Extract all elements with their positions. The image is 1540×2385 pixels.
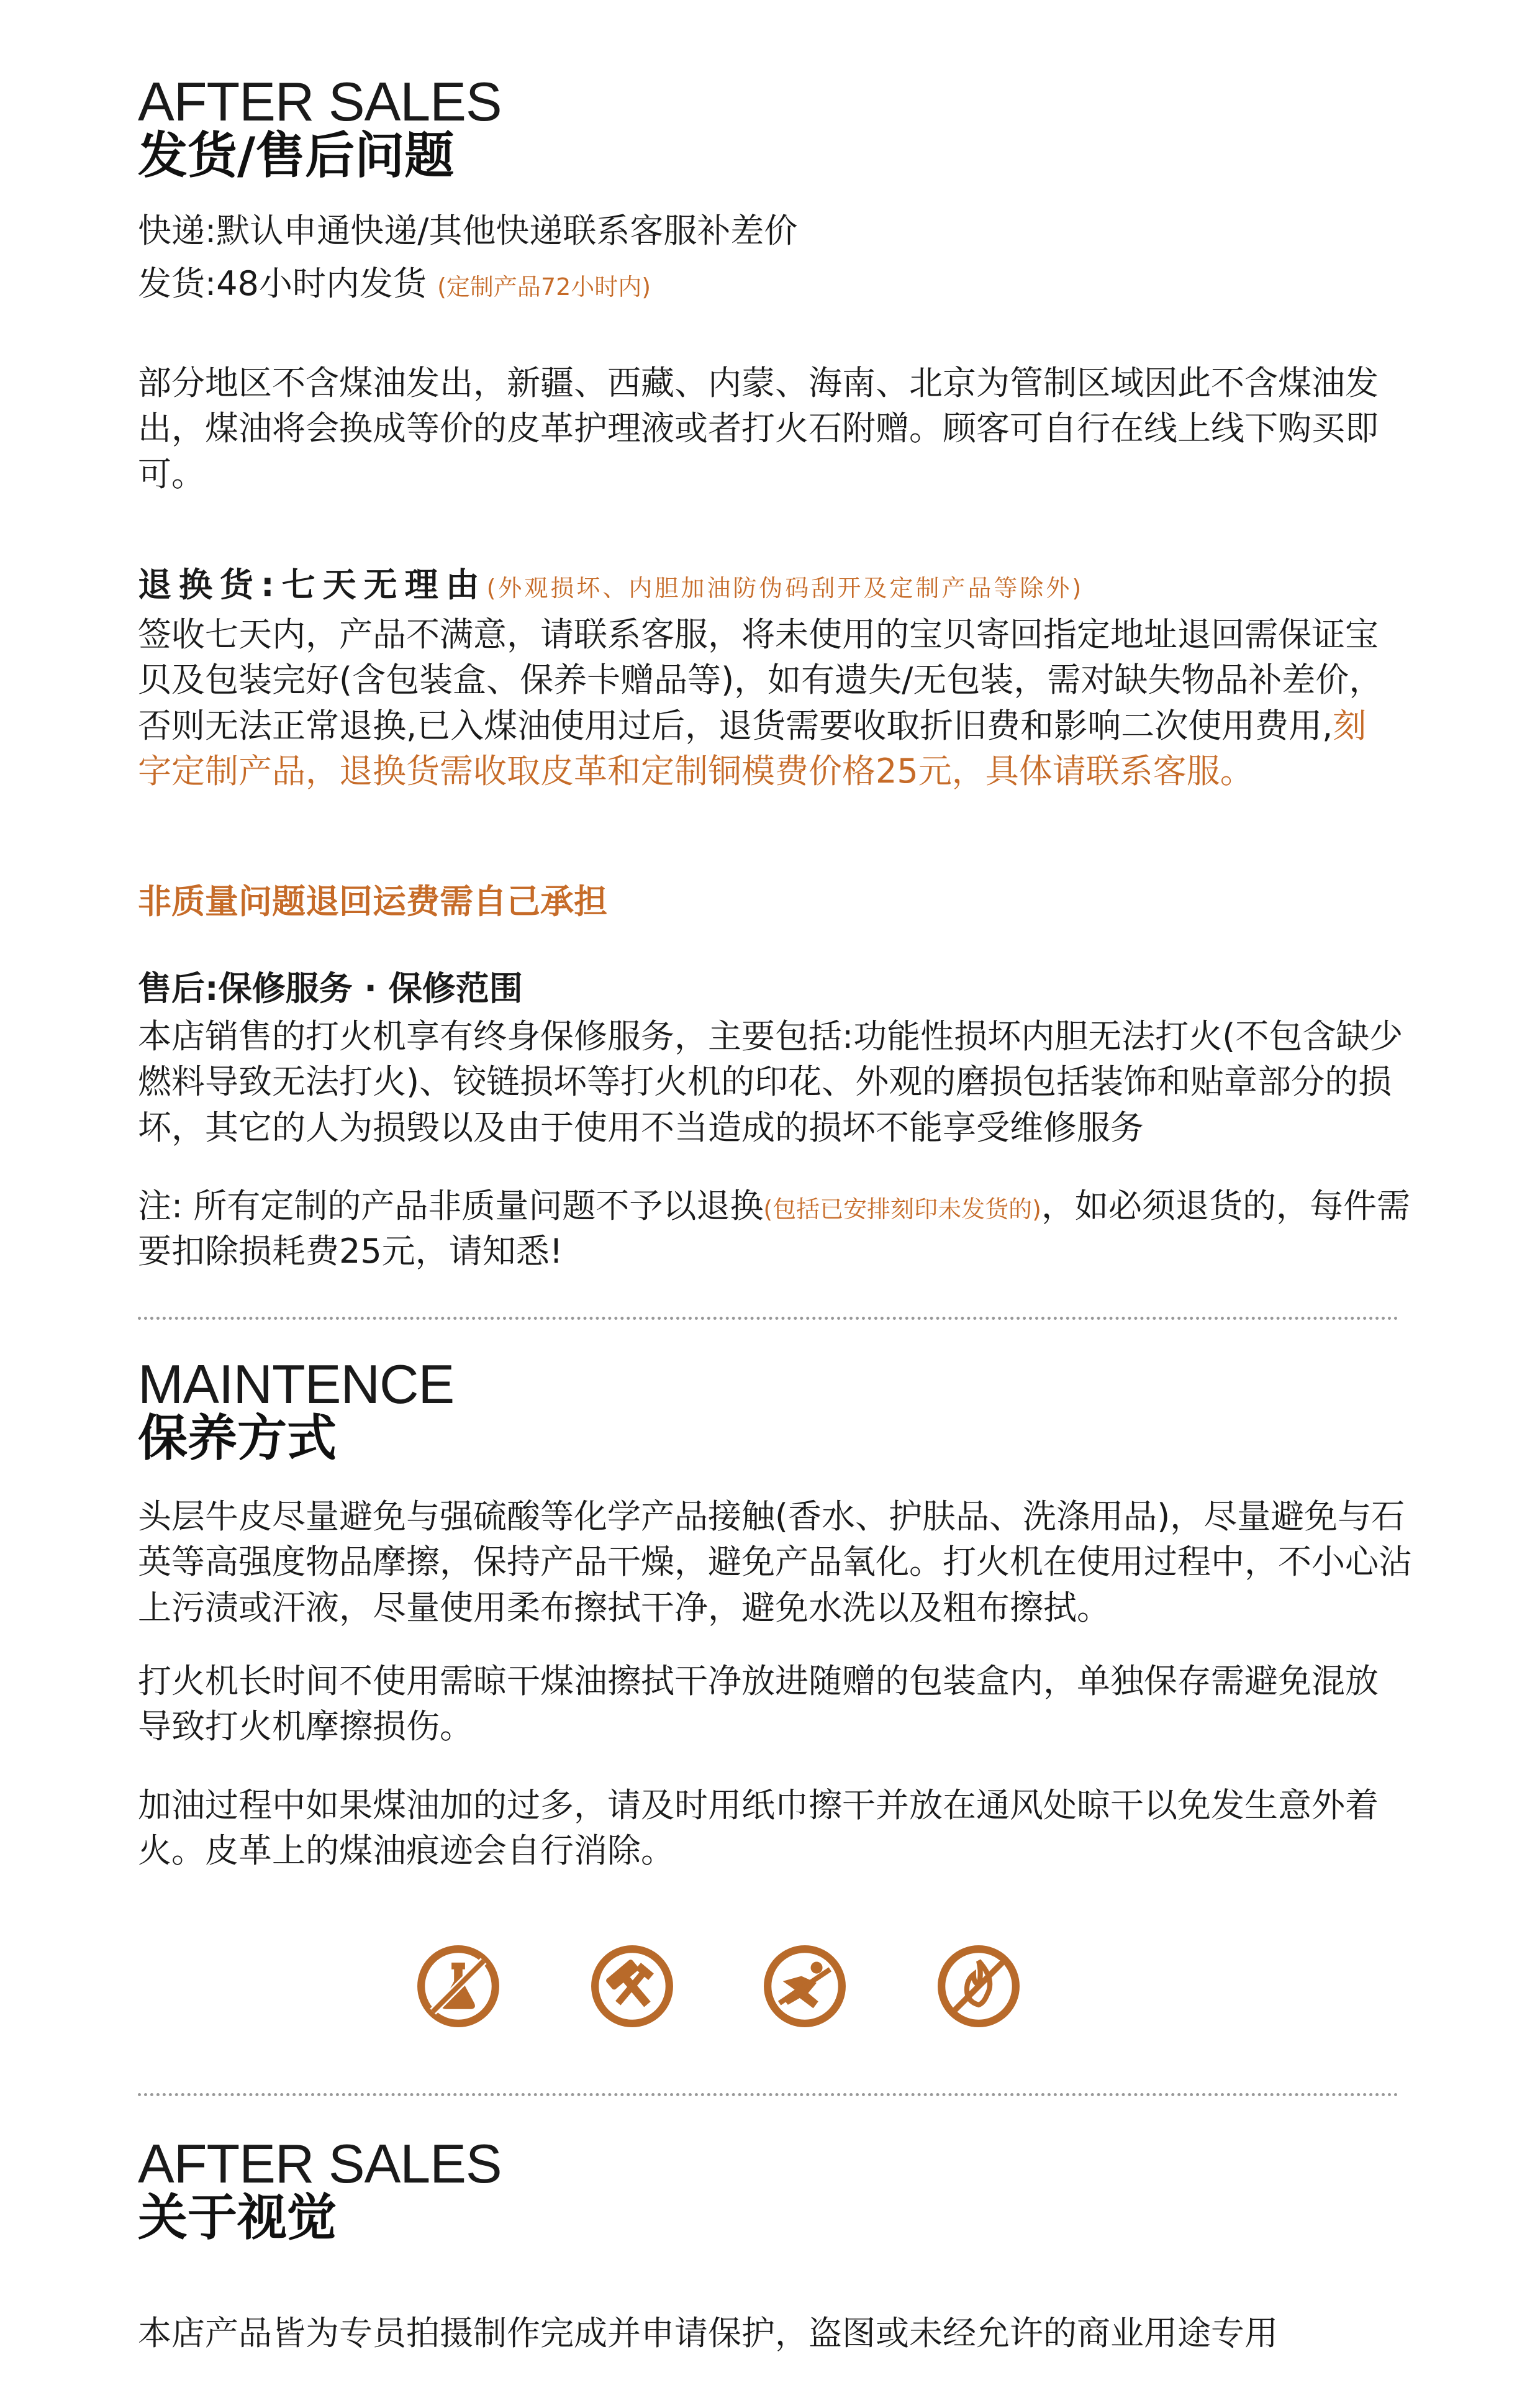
return-policy-highlight: 刻字定制产品，退换货需收取皮革和定制铜模费价格25元，具体请联系客服。	[138, 706, 1367, 791]
no-hammer-icon	[590, 1944, 674, 2028]
non-quality-notice: 非质量问题退回运费需自己承担	[138, 882, 607, 921]
no-fire-icon	[936, 1944, 1021, 2028]
note-text-b: ，如必须退货的，每件需要扣除损耗费25元，请知悉!	[138, 1186, 1411, 1271]
maintenance-paragraph: 加油过程中如果煤油加的过多，请及时用纸巾擦干并放在通风处晾干以免发生意外着火。皮革上的煤油痕迹会自行消除。	[138, 1786, 1379, 1871]
warranty-heading: 售后:保修服务 · 保修范围	[138, 969, 523, 1008]
section-zh-title: 保养方式	[138, 1409, 337, 1467]
note-small: (包括已安排刻印未发货的)	[763, 1196, 1042, 1223]
warranty-body: 本店销售的打火机享有终身保修服务，主要包括:功能性损坏内胆无法打火(不包含缺少燃料导致无法打火)、铰链损坏等打火机的印花、外观的磨损包括装饰和贴章部分的损坏，其它的人为损毁以及由于使用不当造成的损坏不能享受维修服务	[138, 1017, 1403, 1147]
section-en-title: MAINTENCE	[138, 1353, 455, 1415]
note-text-a: 注: 所有定制的产品非质量问题不予以退换	[138, 1186, 764, 1225]
return-heading	[138, 562, 1417, 607]
divider-1	[138, 1317, 1398, 1320]
visual-body: 本店产品皆为专员拍摄制作完成并申请保护，盗图或未经允许的商业用途专用	[138, 2314, 1278, 2353]
shipping-express-text: 快递:默认申通快递/其他快递联系客服补差价	[138, 211, 798, 250]
section-zh-title: 发货/售后问题	[138, 127, 455, 184]
section-en-title: AFTER SALES	[138, 2133, 502, 2194]
divider-2	[138, 2093, 1398, 2096]
return-heading-label: 退换货:七天无理由	[138, 565, 487, 604]
return-heading-note: (外观损坏、内胆加油防伪码刮开及定制产品等除外)	[486, 575, 1084, 602]
section-en-title: AFTER SALES	[138, 71, 502, 132]
no-fall-icon	[763, 1944, 847, 2028]
region-notice: 部分地区不含煤油发出，新疆、西藏、内蒙、海南、北京为管制区域因此不含煤油发出，煤油将会换成等价的皮革护理液或者打火石附赠。顾客可自行在线上线下购买即可。	[138, 363, 1379, 494]
return-policy-body: 签收七天内，产品不满意，请联系客服，将未使用的宝贝寄回指定地址退回需保证宝贝及包装完好(含包装盒、保养卡赠品等)，如有遗失/无包装，需对缺失物品补差价，否则无法正常退换,已入煤油使用过后，退货需要收取折旧费和影响二次使用费用,	[138, 615, 1383, 745]
shipping-time-note: (定制产品72小时内)	[437, 273, 651, 301]
shipping-time-main: 发货:48小时内发货	[138, 264, 427, 303]
maintenance-paragraph: 头层牛皮尽量避免与强硫酸等化学产品接触(香水、护肤品、洗涤用品)，尽量避免与石英等高强度物品摩擦，保持产品干燥，避免产品氧化。打火机在使用过程中，不小心沾上污渍或汗液，尽量使用柔布擦拭干净，避免水洗以及粗布擦拭。	[138, 1497, 1412, 1627]
customization-note	[138, 1183, 1417, 1274]
no-chemicals-icon	[416, 1944, 500, 2028]
return-policy-text	[138, 612, 1398, 794]
care-icons-row	[0, 1944, 1540, 2037]
section-zh-title: 关于视觉	[138, 2189, 337, 2246]
shipping-time-text	[138, 261, 1398, 306]
maintenance-paragraph: 打火机长时间不使用需晾干煤油擦拭干净放进随赠的包装盒内，单独保存需避免混放导致打火机摩擦损伤。	[138, 1661, 1379, 1747]
